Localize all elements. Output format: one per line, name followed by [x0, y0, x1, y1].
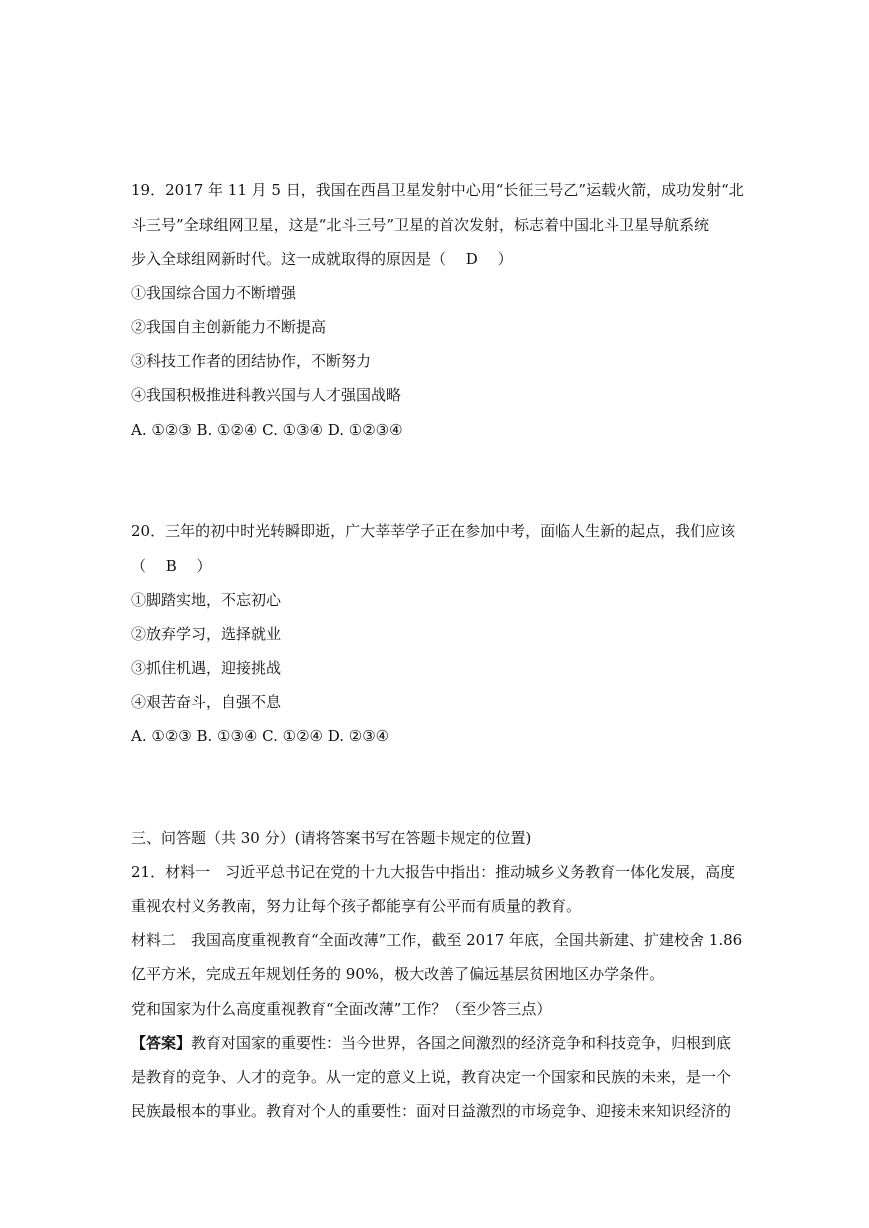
answer-text-1: 教育对国家的重要性：当今世界，各国之间激烈的经济竞争和科技竞争，归根到底 [191, 1034, 732, 1052]
answer-line-1 [131, 1033, 731, 1053]
q21-line-2: 重视农村义务教南，努力让每个孩子都能享有公平而有质量的教育。 [131, 897, 582, 915]
q19-stem-line-1: 19．2017 年 11 月 5 日，我国在西昌卫星发射中心用“长征三号乙”运载火箭，成功发射“北 [131, 181, 744, 199]
q21-question: 党和国家为什么高度重视教育“全面改薄”工作？（至少答三点） [131, 1000, 552, 1018]
section-heading: 三、问答题（共 30 分）(请将答案书写在答题卡规定的位置) [131, 829, 532, 847]
q20-item-3: ③抓住机遇，迎接挑战 [131, 659, 282, 677]
answer-label: 【答案】 [131, 1034, 192, 1052]
q20-options: A. ①②③ B. ①③④ C. ①②④ D. ②③④ [131, 727, 390, 745]
q19-item-2: ②我国自主创新能力不断提高 [131, 318, 327, 336]
q20-stem-line-2: （ B ） [131, 557, 212, 575]
q20-item-1: ①脚踏实地，不忘初心 [131, 591, 282, 609]
q19-options: A. ①②③ B. ①②④ C. ①③④ D. ①②③④ [131, 421, 403, 439]
answer-line-3: 民族最根本的事业。教育对个人的重要性：面对日益激烈的市场竞争、迎接未来知识经济的 [131, 1102, 732, 1120]
q19-stem-line-2: 斗三号”全球组网卫星，这是“北斗三号”卫星的首次发射，标志着中国北斗卫星导航系统 [131, 216, 710, 234]
q20-item-4: ④艰苦奋斗，自强不息 [131, 693, 282, 711]
q19-stem-line-3: 步入全球组网新时代。这一成就取得的原因是（ D ） [131, 250, 513, 268]
q21-line-4: 亿平方米，完成五年规划任务的 90%，极大改善了偏远基层贫困地区办学条件。 [131, 965, 665, 983]
q20-stem-line-1: 20．三年的初中时光转瞬即逝，广大莘莘学子正在参加中考，面临人生新的起点，我们应该 [131, 522, 736, 540]
q21-line-1: 21．材料一 习近平总书记在党的十九大报告中指出：推动城乡义务教育一体化发展，高度 [131, 863, 736, 881]
q19-item-1: ①我国综合国力不断增强 [131, 284, 297, 302]
q19-item-3: ③科技工作者的团结协作，不断努力 [131, 352, 372, 370]
q21-line-3: 材料二 我国高度重视教育“全面改薄”工作，截至 2017 年底，全国共新建、扩建校舍 1.86 [131, 931, 743, 949]
q20-item-2: ②放弃学习，选择就业 [131, 625, 282, 643]
q19-item-4: ④我国积极推进科教兴国与人才强国战略 [131, 386, 402, 404]
answer-line-2: 是教育的竞争、人才的竞争。从一定的意义上说，教育决定一个国家和民族的未来，是一个 [131, 1068, 732, 1086]
